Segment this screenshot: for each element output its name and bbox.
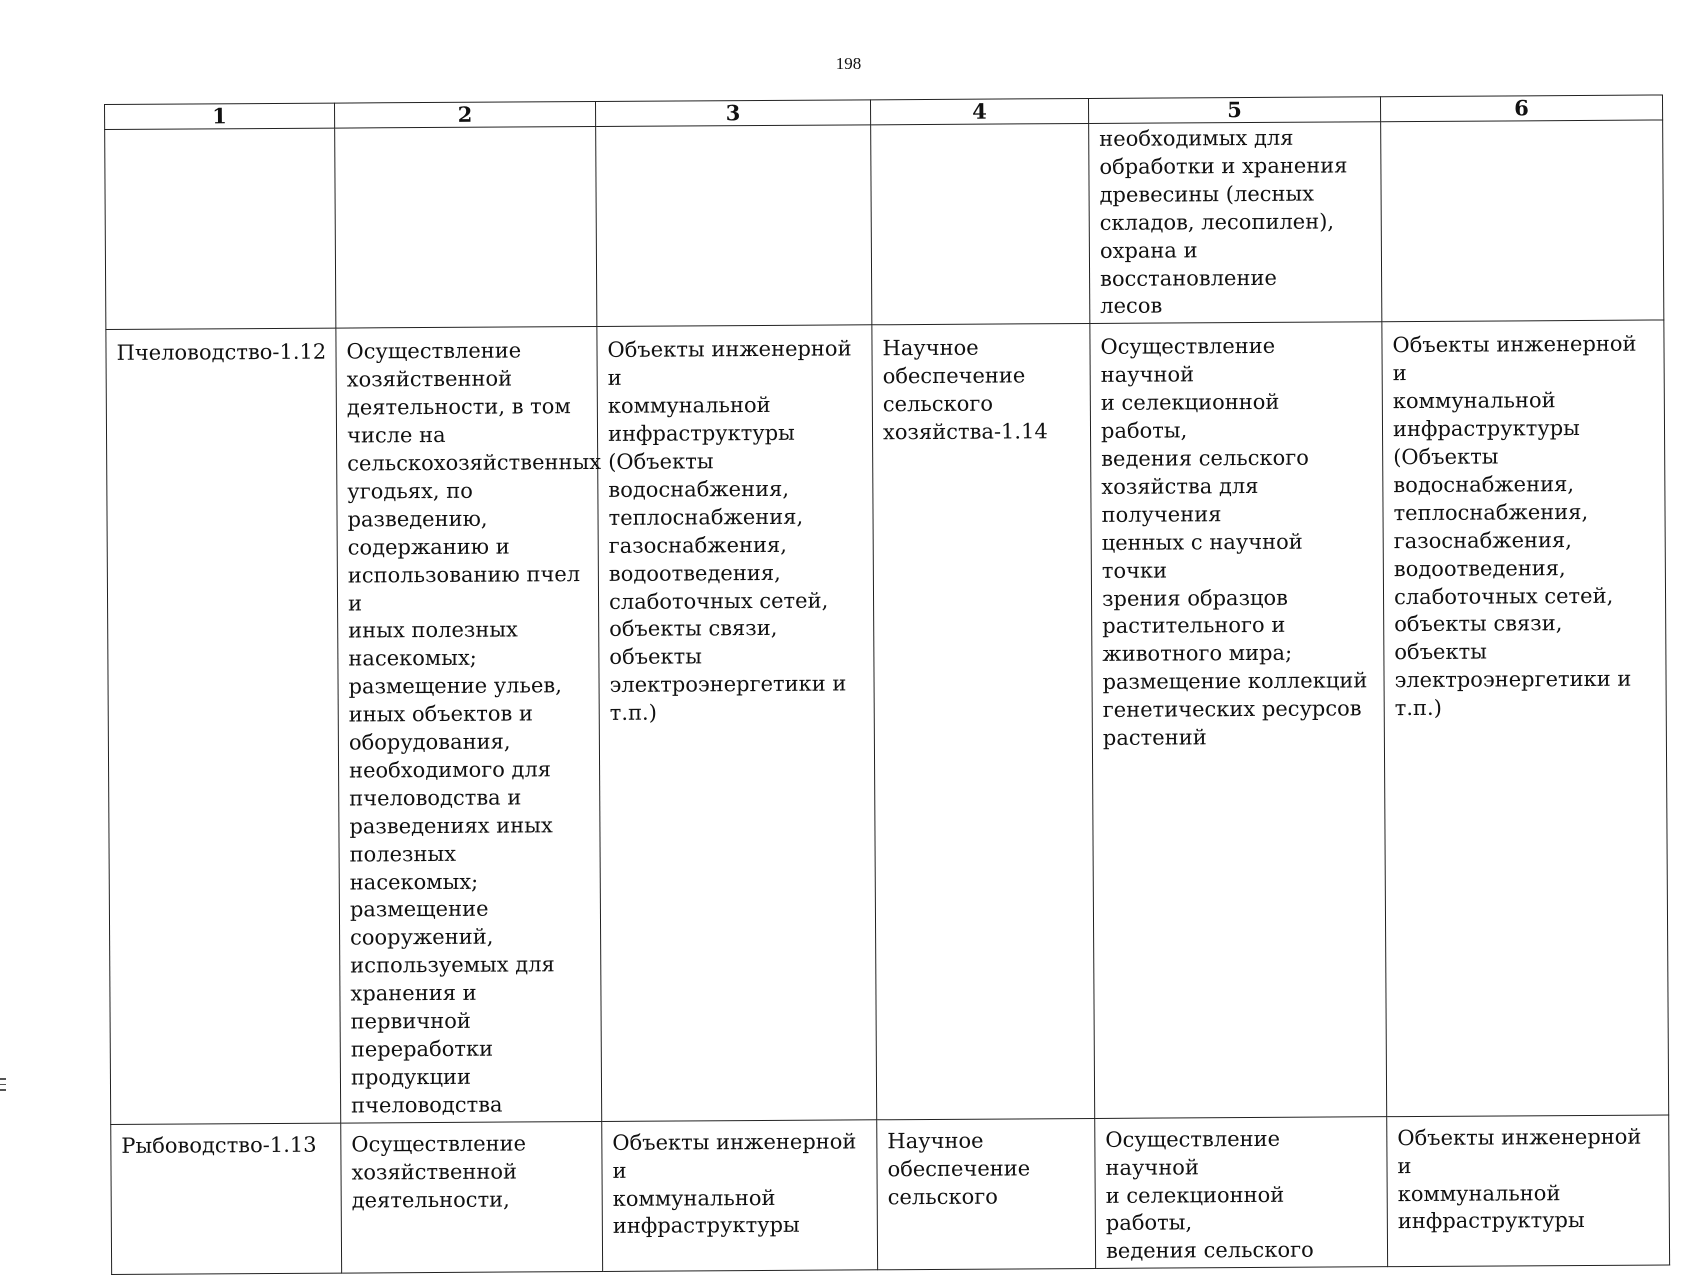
document-table <box>104 94 1670 1275</box>
column-header-1: 1 <box>105 103 335 129</box>
table-cell <box>1381 120 1664 322</box>
column-header-4: 4 <box>870 98 1088 124</box>
table-cell: Осуществление научной и селекционной работы, ведения сельского хозяйства для получения ценных с научной точки зрения образцов растительного и животного мира; размещение коллекций генетических ресурсов растений <box>1090 322 1387 1118</box>
table-cell: Пчеловодство-1.12 <box>106 328 341 1124</box>
page-number: 198 <box>835 54 862 73</box>
scan-edge-marks <box>0 1078 6 1098</box>
table-cell: Рыбоводство-1.13 <box>111 1123 342 1275</box>
table-row-beekeeping <box>106 320 1669 1124</box>
table-cell <box>596 125 872 327</box>
table-cell: Объекты инженерной и коммунальной инфраструктуры <box>1387 1115 1670 1267</box>
column-header-5: 5 <box>1088 97 1380 124</box>
table-row-continuation <box>105 120 1664 330</box>
table-cell: Осуществление научной и селекционной работы, ведения сельского <box>1095 1116 1388 1268</box>
table-cell: Научное обеспечение сельского хозяйства-1.14 <box>872 324 1095 1120</box>
column-header-6: 6 <box>1380 95 1662 122</box>
table-cell: Осуществление хозяйственной деятельности, <box>341 1121 603 1273</box>
table-cell <box>105 128 336 330</box>
column-header-2: 2 <box>334 101 595 128</box>
table-cell: Объекты инженерной и коммунальной инфраструктуры (Объекты водоснабжения, теплоснабжения, газоснабжения, водоотведения, слаботочных сетей, объекты связи, объекты электроэнергетики и т.п.) <box>1382 320 1669 1116</box>
table-cell: Научное обеспечение сельского <box>877 1118 1096 1270</box>
table-cell: Объекты инженерной и коммунальной инфраструктуры <box>602 1120 878 1272</box>
table-cell: необходимых для обработки и хранения древесины (лесных складов, лесопилен), охрана и восстановление лесов <box>1089 122 1382 324</box>
table-cell: Объекты инженерной и коммунальной инфраструктуры (Объекты водоснабжения, теплоснабжения, газоснабжения, водоотведения, слаботочных сетей, объекты связи, объекты электроэнергетики и т.п.) <box>597 325 877 1121</box>
table-cell <box>335 126 597 328</box>
column-header-3: 3 <box>595 100 870 127</box>
table-cell <box>871 123 1090 325</box>
table-cell: Осуществление хозяйственной деятельности, в том числе на сельскохозяйственных угодьях, по разведению, содержанию и использованию пчел и иных полезных насекомых; размещение ульев, иных объектов и оборудования, необходимого для пчеловодства и разведениях иных полезных насекомых; размещение сооружений, используемых для хранения и первичной переработки продукции пчеловодства <box>336 327 602 1123</box>
table-row-fish-farming <box>111 1115 1670 1275</box>
